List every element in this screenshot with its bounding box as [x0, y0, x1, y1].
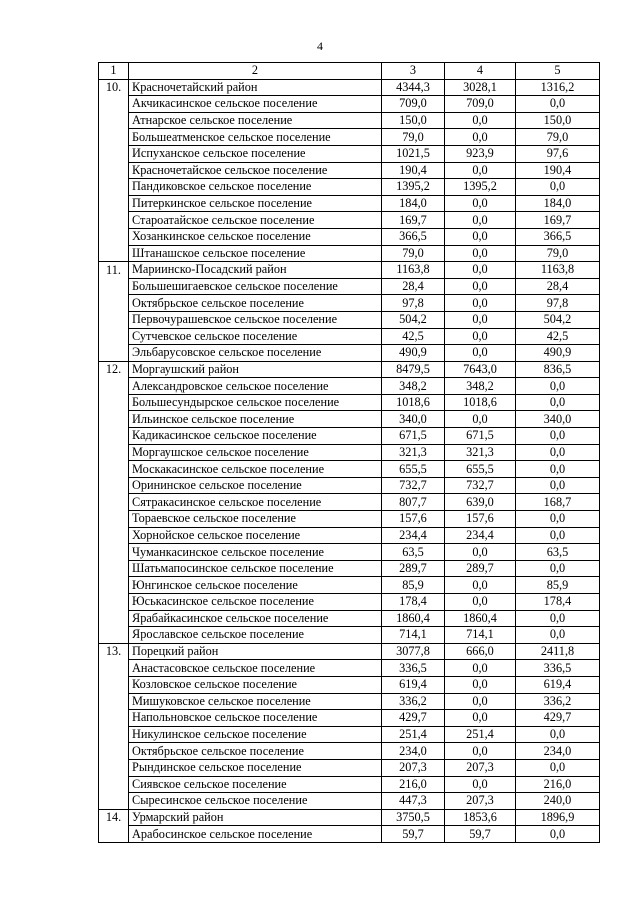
- row-number: 12.: [99, 361, 129, 378]
- row-number: [99, 627, 129, 644]
- settlement-row: [99, 560, 600, 577]
- value-col4: 671,5: [445, 428, 516, 445]
- settlement-row: [99, 511, 600, 528]
- settlement-name: Ярабайкасинское сельское поселение: [129, 610, 382, 627]
- value-col3: 1021,5: [382, 145, 445, 162]
- settlement-row: [99, 394, 600, 411]
- value-col4: 639,0: [445, 494, 516, 511]
- value-col5: 340,0: [516, 411, 600, 428]
- row-number: [99, 145, 129, 162]
- row-number: [99, 610, 129, 627]
- value-col3: 216,0: [382, 776, 445, 793]
- district-name: Красночетайский район: [129, 79, 382, 96]
- row-number: [99, 826, 129, 843]
- value-col4: 0,0: [445, 295, 516, 312]
- value-col4: 0,0: [445, 328, 516, 345]
- settlement-name: Сятракасинское сельское поселение: [129, 494, 382, 511]
- settlement-row: [99, 345, 600, 362]
- settlement-row: [99, 594, 600, 611]
- value-col4: 0,0: [445, 212, 516, 229]
- value-col5: 366,5: [516, 228, 600, 245]
- row-number: [99, 428, 129, 445]
- district-row: [99, 809, 600, 826]
- value-col5: 0,0: [516, 378, 600, 395]
- settlement-row: [99, 676, 600, 693]
- settlement-row: [99, 311, 600, 328]
- settlement-name: Большесундырское сельское поселение: [129, 394, 382, 411]
- value-col5: 0,0: [516, 96, 600, 113]
- value-col5: 240,0: [516, 793, 600, 810]
- value-col5: 63,5: [516, 544, 600, 561]
- settlement-name: Большеатменское сельское поселение: [129, 129, 382, 146]
- value-col3: 671,5: [382, 428, 445, 445]
- value-col4: 289,7: [445, 560, 516, 577]
- settlement-row: [99, 544, 600, 561]
- value-col5: 28,4: [516, 278, 600, 295]
- row-number: [99, 477, 129, 494]
- row-number: [99, 345, 129, 362]
- settlement-name: Мишуковское сельское поселение: [129, 693, 382, 710]
- row-number: [99, 594, 129, 611]
- value-col3: 429,7: [382, 710, 445, 727]
- settlement-row: [99, 444, 600, 461]
- row-number: [99, 311, 129, 328]
- row-number: [99, 96, 129, 113]
- settlement-row: [99, 477, 600, 494]
- value-col3: 4344,3: [382, 79, 445, 96]
- value-col3: 447,3: [382, 793, 445, 810]
- value-col3: 1860,4: [382, 610, 445, 627]
- value-col3: 79,0: [382, 129, 445, 146]
- value-col3: 3750,5: [382, 809, 445, 826]
- value-col5: 79,0: [516, 245, 600, 262]
- value-col3: 655,5: [382, 461, 445, 478]
- row-number: [99, 461, 129, 478]
- value-col3: 321,3: [382, 444, 445, 461]
- value-col5: 0,0: [516, 826, 600, 843]
- settlement-name: Октябрьское сельское поселение: [129, 743, 382, 760]
- column-header: 4: [445, 63, 516, 80]
- settlement-name: Тораевское сельское поселение: [129, 511, 382, 528]
- settlement-name: Москакасинское сельское поселение: [129, 461, 382, 478]
- settlement-name: Староатайское сельское поселение: [129, 212, 382, 229]
- settlement-name: Ярославское сельское поселение: [129, 627, 382, 644]
- settlement-name: Пандиковское сельское поселение: [129, 179, 382, 196]
- value-col5: 42,5: [516, 328, 600, 345]
- settlement-name: Козловское сельское поселение: [129, 676, 382, 693]
- value-col3: 63,5: [382, 544, 445, 561]
- row-number: [99, 527, 129, 544]
- settlement-row: [99, 245, 600, 262]
- row-number: [99, 295, 129, 312]
- settlement-name: Кадикасинское сельское поселение: [129, 428, 382, 445]
- settlement-name: Ильинское сельское поселение: [129, 411, 382, 428]
- value-col3: 348,2: [382, 378, 445, 395]
- value-col5: 190,4: [516, 162, 600, 179]
- settlement-name: Эльбарусовское сельское поселение: [129, 345, 382, 362]
- column-header: 2: [129, 63, 382, 80]
- value-col3: 619,4: [382, 676, 445, 693]
- row-number: [99, 378, 129, 395]
- settlement-name: Красночетайское сельское поселение: [129, 162, 382, 179]
- row-number: [99, 328, 129, 345]
- settlement-name: Моргаушское сельское поселение: [129, 444, 382, 461]
- settlement-row: [99, 96, 600, 113]
- row-number: [99, 179, 129, 196]
- column-header: 1: [99, 63, 129, 80]
- value-col4: 0,0: [445, 577, 516, 594]
- value-col3: 1018,6: [382, 394, 445, 411]
- value-col3: 150,0: [382, 112, 445, 129]
- settlement-row: [99, 577, 600, 594]
- value-col3: 8479,5: [382, 361, 445, 378]
- settlement-name: Юнгинское сельское поселение: [129, 577, 382, 594]
- row-number: [99, 560, 129, 577]
- row-number: [99, 710, 129, 727]
- value-col4: 321,3: [445, 444, 516, 461]
- value-col5: 0,0: [516, 428, 600, 445]
- value-col3: 504,2: [382, 311, 445, 328]
- row-number: [99, 195, 129, 212]
- settlement-name: Рындинское сельское поселение: [129, 759, 382, 776]
- value-col4: 59,7: [445, 826, 516, 843]
- settlement-row: [99, 660, 600, 677]
- column-header: 3: [382, 63, 445, 80]
- row-number: [99, 660, 129, 677]
- value-col4: 923,9: [445, 145, 516, 162]
- value-col3: 807,7: [382, 494, 445, 511]
- settlement-name: Шатьмапосинское сельское поселение: [129, 560, 382, 577]
- value-col5: 0,0: [516, 610, 600, 627]
- value-col3: 336,2: [382, 693, 445, 710]
- value-col5: 0,0: [516, 726, 600, 743]
- value-col4: 207,3: [445, 759, 516, 776]
- settlement-row: [99, 693, 600, 710]
- row-number: [99, 726, 129, 743]
- value-col4: 157,6: [445, 511, 516, 528]
- settlement-name: Питеркинское сельское поселение: [129, 195, 382, 212]
- value-col4: 0,0: [445, 345, 516, 362]
- value-col4: 0,0: [445, 676, 516, 693]
- value-col5: 169,7: [516, 212, 600, 229]
- row-number: [99, 112, 129, 129]
- settlement-name: Александровское сельское поселение: [129, 378, 382, 395]
- settlement-name: Анастасовское сельское поселение: [129, 660, 382, 677]
- value-col3: 190,4: [382, 162, 445, 179]
- value-col4: 1860,4: [445, 610, 516, 627]
- page-number: 4: [317, 39, 323, 53]
- value-col5: 178,4: [516, 594, 600, 611]
- value-col5: 97,8: [516, 295, 600, 312]
- value-col5: 0,0: [516, 461, 600, 478]
- value-col3: 79,0: [382, 245, 445, 262]
- value-col5: 0,0: [516, 627, 600, 644]
- value-col5: 0,0: [516, 527, 600, 544]
- value-col4: 1018,6: [445, 394, 516, 411]
- value-col4: 1853,6: [445, 809, 516, 826]
- settlement-name: Штанашское сельское поселение: [129, 245, 382, 262]
- settlement-name: Никулинское сельское поселение: [129, 726, 382, 743]
- settlement-row: [99, 710, 600, 727]
- value-col5: 0,0: [516, 560, 600, 577]
- row-number: [99, 544, 129, 561]
- value-col3: 234,0: [382, 743, 445, 760]
- value-col3: 207,3: [382, 759, 445, 776]
- value-col3: 178,4: [382, 594, 445, 611]
- value-col4: 0,0: [445, 544, 516, 561]
- value-col4: 0,0: [445, 594, 516, 611]
- value-col4: 0,0: [445, 411, 516, 428]
- value-col4: 0,0: [445, 262, 516, 279]
- row-number: [99, 245, 129, 262]
- settlement-row: [99, 228, 600, 245]
- row-number: [99, 162, 129, 179]
- value-col3: 714,1: [382, 627, 445, 644]
- row-number: [99, 776, 129, 793]
- value-col3: 42,5: [382, 328, 445, 345]
- value-col5: 85,9: [516, 577, 600, 594]
- budget-table: [98, 62, 600, 843]
- value-col5: 429,7: [516, 710, 600, 727]
- value-col5: 0,0: [516, 511, 600, 528]
- value-col5: 336,5: [516, 660, 600, 677]
- value-col5: 1896,9: [516, 809, 600, 826]
- district-row: [99, 79, 600, 96]
- value-col5: 619,4: [516, 676, 600, 693]
- settlement-name: Большешигаевское сельское поселение: [129, 278, 382, 295]
- value-col5: 1316,2: [516, 79, 600, 96]
- value-col3: 490,9: [382, 345, 445, 362]
- value-col4: 7643,0: [445, 361, 516, 378]
- value-col4: 1395,2: [445, 179, 516, 196]
- value-col3: 1395,2: [382, 179, 445, 196]
- row-number: [99, 511, 129, 528]
- settlement-name: Хозанкинское сельское поселение: [129, 228, 382, 245]
- value-col4: 0,0: [445, 112, 516, 129]
- settlement-row: [99, 793, 600, 810]
- row-number: [99, 494, 129, 511]
- settlement-row: [99, 527, 600, 544]
- value-col5: 0,0: [516, 444, 600, 461]
- settlement-row: [99, 195, 600, 212]
- settlement-name: Юськасинское сельское поселение: [129, 594, 382, 611]
- settlement-row: [99, 743, 600, 760]
- value-col3: 234,4: [382, 527, 445, 544]
- value-col5: 184,0: [516, 195, 600, 212]
- settlement-row: [99, 378, 600, 395]
- row-number: [99, 759, 129, 776]
- settlement-row: [99, 129, 600, 146]
- value-col5: 0,0: [516, 179, 600, 196]
- value-col4: 0,0: [445, 776, 516, 793]
- table-header-row: [99, 63, 600, 80]
- value-col4: 732,7: [445, 477, 516, 494]
- value-col4: 0,0: [445, 195, 516, 212]
- settlement-name: Атнарское сельское поселение: [129, 112, 382, 129]
- settlement-row: [99, 112, 600, 129]
- value-col3: 732,7: [382, 477, 445, 494]
- settlement-row: [99, 627, 600, 644]
- settlement-name: Орининское сельское поселение: [129, 477, 382, 494]
- value-col3: 3077,8: [382, 643, 445, 660]
- value-col4: 348,2: [445, 378, 516, 395]
- value-col3: 97,8: [382, 295, 445, 312]
- value-col4: 666,0: [445, 643, 516, 660]
- row-number: [99, 411, 129, 428]
- row-number: [99, 793, 129, 810]
- settlement-row: [99, 411, 600, 428]
- value-col3: 169,7: [382, 212, 445, 229]
- value-col3: 709,0: [382, 96, 445, 113]
- settlement-name: Напольновское сельское поселение: [129, 710, 382, 727]
- value-col5: 0,0: [516, 394, 600, 411]
- row-number: [99, 676, 129, 693]
- row-number: 10.: [99, 79, 129, 96]
- value-col5: 336,2: [516, 693, 600, 710]
- value-col3: 289,7: [382, 560, 445, 577]
- settlement-row: [99, 776, 600, 793]
- value-col5: 836,5: [516, 361, 600, 378]
- district-row: [99, 643, 600, 660]
- settlement-row: [99, 162, 600, 179]
- value-col3: 59,7: [382, 826, 445, 843]
- value-col4: 234,4: [445, 527, 516, 544]
- value-col3: 184,0: [382, 195, 445, 212]
- value-col5: 79,0: [516, 129, 600, 146]
- district-row: [99, 262, 600, 279]
- value-col4: 207,3: [445, 793, 516, 810]
- value-col5: 234,0: [516, 743, 600, 760]
- value-col4: 709,0: [445, 96, 516, 113]
- district-name: Моргаушский район: [129, 361, 382, 378]
- column-header: 5: [516, 63, 600, 80]
- row-number: 14.: [99, 809, 129, 826]
- row-number: 11.: [99, 262, 129, 279]
- value-col4: 0,0: [445, 245, 516, 262]
- settlement-row: [99, 278, 600, 295]
- settlement-row: [99, 494, 600, 511]
- value-col3: 157,6: [382, 511, 445, 528]
- settlement-name: Арабосинское сельское поселение: [129, 826, 382, 843]
- settlement-row: [99, 179, 600, 196]
- value-col5: 0,0: [516, 477, 600, 494]
- value-col3: 28,4: [382, 278, 445, 295]
- value-col5: 2411,8: [516, 643, 600, 660]
- settlement-row: [99, 328, 600, 345]
- row-number: [99, 577, 129, 594]
- row-number: [99, 394, 129, 411]
- settlement-name: Акчикасинское сельское поселение: [129, 96, 382, 113]
- district-name: Урмарский район: [129, 809, 382, 826]
- district-row: [99, 361, 600, 378]
- value-col4: 0,0: [445, 129, 516, 146]
- value-col3: 366,5: [382, 228, 445, 245]
- value-col5: 97,6: [516, 145, 600, 162]
- settlement-row: [99, 826, 600, 843]
- value-col4: 0,0: [445, 228, 516, 245]
- value-col4: 655,5: [445, 461, 516, 478]
- value-col4: 0,0: [445, 278, 516, 295]
- value-col4: 0,0: [445, 311, 516, 328]
- settlement-name: Сиявское сельское поселение: [129, 776, 382, 793]
- value-col3: 85,9: [382, 577, 445, 594]
- value-col4: 0,0: [445, 660, 516, 677]
- value-col4: 714,1: [445, 627, 516, 644]
- row-number: [99, 278, 129, 295]
- value-col4: 0,0: [445, 162, 516, 179]
- value-col3: 251,4: [382, 726, 445, 743]
- value-col5: 168,7: [516, 494, 600, 511]
- value-col5: 216,0: [516, 776, 600, 793]
- value-col5: 504,2: [516, 311, 600, 328]
- value-col3: 1163,8: [382, 262, 445, 279]
- district-name: Мариинско-Посадский район: [129, 262, 382, 279]
- value-col4: 0,0: [445, 743, 516, 760]
- row-number: 13.: [99, 643, 129, 660]
- table-body: [99, 63, 600, 843]
- value-col4: 251,4: [445, 726, 516, 743]
- district-name: Порецкий район: [129, 643, 382, 660]
- settlement-name: Хорнойское сельское поселение: [129, 527, 382, 544]
- value-col5: 0,0: [516, 759, 600, 776]
- value-col3: 340,0: [382, 411, 445, 428]
- value-col5: 490,9: [516, 345, 600, 362]
- settlement-row: [99, 212, 600, 229]
- settlement-row: [99, 726, 600, 743]
- settlement-row: [99, 610, 600, 627]
- row-number: [99, 743, 129, 760]
- value-col4: 0,0: [445, 693, 516, 710]
- value-col5: 150,0: [516, 112, 600, 129]
- settlement-name: Первочурашевское сельское поселение: [129, 311, 382, 328]
- row-number: [99, 693, 129, 710]
- settlement-name: Октябрьское сельское поселение: [129, 295, 382, 312]
- settlement-name: Чуманкасинское сельское поселение: [129, 544, 382, 561]
- row-number: [99, 228, 129, 245]
- value-col4: 3028,1: [445, 79, 516, 96]
- value-col5: 1163,8: [516, 262, 600, 279]
- row-number: [99, 444, 129, 461]
- row-number: [99, 212, 129, 229]
- value-col4: 0,0: [445, 710, 516, 727]
- settlement-name: Сыресинское сельское поселение: [129, 793, 382, 810]
- row-number: [99, 129, 129, 146]
- settlement-name: Испуханское сельское поселение: [129, 145, 382, 162]
- settlement-row: [99, 145, 600, 162]
- value-col3: 336,5: [382, 660, 445, 677]
- settlement-row: [99, 759, 600, 776]
- settlement-name: Сутчевское сельское поселение: [129, 328, 382, 345]
- settlement-row: [99, 428, 600, 445]
- settlement-row: [99, 295, 600, 312]
- settlement-row: [99, 461, 600, 478]
